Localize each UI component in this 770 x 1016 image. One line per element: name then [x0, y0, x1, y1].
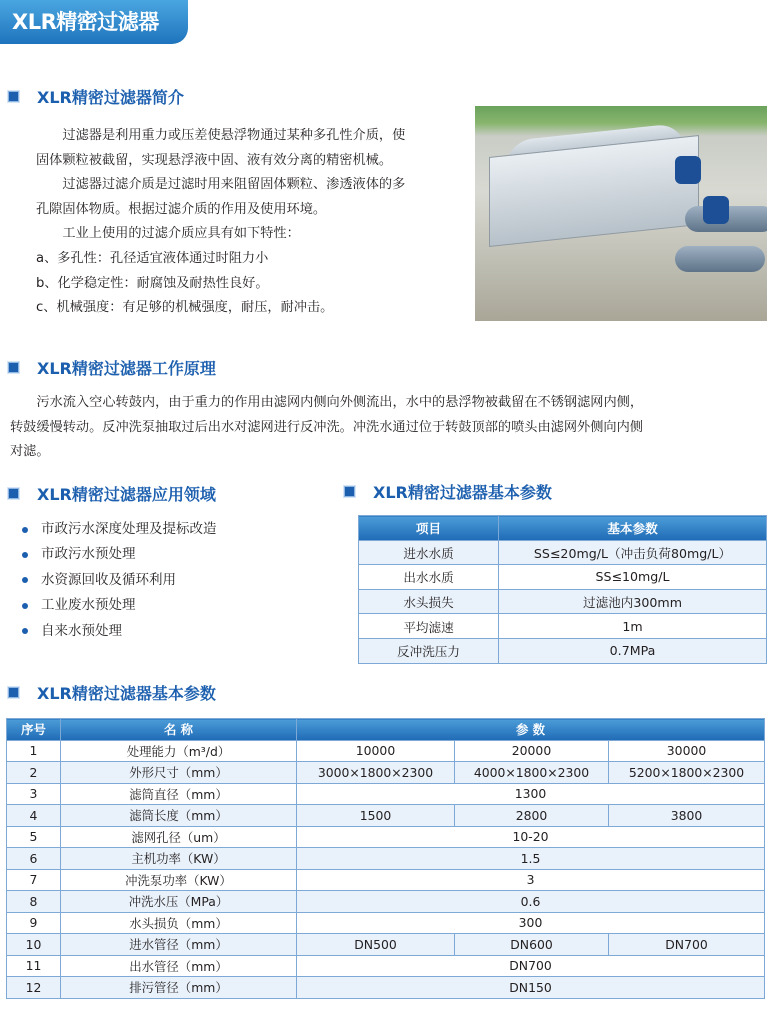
table-cell: 5200×1800×2300: [609, 762, 765, 784]
table-cell: 滤筒长度（mm）: [61, 805, 297, 827]
table-cell: 出水管径（mm）: [61, 955, 297, 977]
list-item: [18, 619, 217, 644]
table-row: [7, 869, 765, 891]
square-bullet-icon: [8, 362, 19, 373]
square-bullet-icon: [8, 488, 19, 499]
applications-heading: [8, 482, 216, 504]
table-row: [7, 977, 765, 999]
table-cell: 3: [297, 869, 765, 891]
table-header-cell: 序号: [7, 719, 61, 741]
table-cell: DN600: [455, 934, 609, 956]
list-item-label: 自来水预处理: [41, 622, 122, 639]
table-cell: 7: [7, 869, 61, 891]
table-cell: 1: [7, 740, 61, 762]
intro-line: a、多孔性：孔径适宜液体通过时阻力小: [36, 250, 269, 266]
table-row: [7, 934, 765, 956]
intro-heading: [8, 85, 184, 107]
table-cell: 3000×1800×2300: [297, 762, 455, 784]
table-cell: 12: [7, 977, 61, 999]
table-cell: 出水水质: [359, 565, 499, 590]
table-cell: DN700: [609, 934, 765, 956]
list-item: [18, 542, 217, 567]
intro-line: 过滤器是利用重力或压差使悬浮物通过某种多孔性介质，使: [62, 128, 406, 143]
table-cell: 水头损失: [359, 589, 499, 614]
table-cell: SS≤20mg/L（冲击负荷80mg/L）: [499, 540, 767, 565]
table-cell: 0.6: [297, 891, 765, 913]
photo-pipe: [675, 246, 765, 272]
table-row: [359, 540, 767, 565]
principle-line: 污水流入空心转鼓内，由于重力的作用由滤网内侧向外侧流出，水中的悬浮物被截留在不锈钢滤网内侧，: [36, 395, 644, 410]
table-header-cell: 名 称: [61, 719, 297, 741]
table-cell: 20000: [455, 740, 609, 762]
table-cell: 滤网孔径（um）: [61, 826, 297, 848]
bullet-dot-icon: [22, 577, 28, 583]
table-cell: 5: [7, 826, 61, 848]
table-cell: 3: [7, 783, 61, 805]
table-row: [359, 589, 767, 614]
table-cell: 进水管径（mm）: [61, 934, 297, 956]
table-cell: 10-20: [297, 826, 765, 848]
table-row: [7, 740, 765, 762]
table-row: [7, 891, 765, 913]
principle-text: [10, 391, 768, 465]
table-cell: 1300: [297, 783, 765, 805]
table-row: [7, 912, 765, 934]
table-row: [7, 826, 765, 848]
table-cell: DN150: [297, 977, 765, 999]
intro-text: [36, 124, 462, 321]
list-item-label: 市政污水预处理: [41, 546, 136, 563]
principle-line: 对滤。: [10, 444, 50, 460]
photo-motor: [675, 156, 701, 184]
page-banner: XLR精密过滤器: [0, 0, 188, 44]
table-row: [359, 614, 767, 639]
table-row: [359, 638, 767, 663]
applications-list: [18, 517, 217, 644]
table-cell: 9: [7, 912, 61, 934]
table-cell: 4: [7, 805, 61, 827]
table-cell: 3800: [609, 805, 765, 827]
table-header-row: [7, 719, 765, 741]
table-cell: DN500: [297, 934, 455, 956]
table-row: [359, 565, 767, 590]
table-cell: 1.5: [297, 848, 765, 870]
table-header-cell: 参 数: [297, 719, 765, 741]
intro-line: 过滤器过滤介质是过滤时用来阻留固体颗粒、渗透液体的多: [62, 177, 406, 193]
table-cell: 排污管径（mm）: [61, 977, 297, 999]
basic-params-heading: [344, 480, 552, 502]
photo-motor: [703, 196, 729, 224]
table-row: [7, 762, 765, 784]
intro-line: 孔隙固体物质。根据过滤介质的作用及使用环境。: [36, 201, 327, 217]
principle-heading-text: XLR精密过滤器工作原理: [37, 358, 216, 378]
table-cell: 滤筒直径（mm）: [61, 783, 297, 805]
square-bullet-icon: [8, 91, 19, 102]
table-cell: 外形尺寸（mm）: [61, 762, 297, 784]
table-cell: 过滤池内300mm: [499, 589, 767, 614]
square-bullet-icon: [8, 687, 19, 698]
table-cell: 30000: [609, 740, 765, 762]
table-cell: 1500: [297, 805, 455, 827]
intro-heading-text: XLR精密过滤器简介: [37, 87, 184, 107]
spec-heading-text: XLR精密过滤器基本参数: [37, 683, 216, 703]
table-cell: 4000×1800×2300: [455, 762, 609, 784]
bullet-dot-icon: [22, 628, 28, 634]
table-cell: 10: [7, 934, 61, 956]
table-cell: 平均滤速: [359, 614, 499, 639]
bullet-dot-icon: [22, 603, 28, 609]
table-header-cell: 基本参数: [499, 516, 767, 541]
table-cell: DN700: [297, 955, 765, 977]
table-row: [7, 783, 765, 805]
table-cell: 10000: [297, 740, 455, 762]
intro-line: b、化学稳定性：耐腐蚀及耐热性良好。: [36, 275, 269, 291]
principle-heading: [8, 356, 216, 378]
table-cell: 8: [7, 891, 61, 913]
table-header-cell: 项目: [359, 516, 499, 541]
spec-heading: [8, 681, 216, 703]
table-cell: 11: [7, 955, 61, 977]
table-row: [7, 848, 765, 870]
list-item: [18, 568, 217, 593]
table-cell: 冲洗泵功率（KW）: [61, 869, 297, 891]
applications-heading-text: XLR精密过滤器应用领域: [37, 484, 216, 504]
product-photo: [475, 106, 767, 321]
table-cell: 1m: [499, 614, 767, 639]
table-cell: 300: [297, 912, 765, 934]
list-item: [18, 517, 217, 542]
principle-line: 转鼓缓慢转动。反冲洗泵抽取过后出水对滤网进行反冲洗。冲洗水通过位于转鼓顶部的喷头由滤网外侧向内侧: [10, 419, 643, 435]
spec-table: [6, 718, 765, 999]
table-cell: 冲洗水压（MPa）: [61, 891, 297, 913]
basic-params-heading-text: XLR精密过滤器基本参数: [373, 482, 552, 502]
intro-line: 工业上使用的过滤介质应具有如下特性：: [62, 226, 300, 242]
table-row: [7, 805, 765, 827]
table-cell: 反冲洗压力: [359, 638, 499, 663]
basic-params-table: [358, 515, 767, 664]
intro-line: c、机械强度：有足够的机械强度，耐压，耐冲击。: [36, 300, 334, 316]
table-header-row: [359, 516, 767, 541]
bullet-dot-icon: [22, 527, 28, 533]
table-cell: 处理能力（m³/d）: [61, 740, 297, 762]
table-cell: 2: [7, 762, 61, 784]
table-cell: 2800: [455, 805, 609, 827]
table-cell: 0.7MPa: [499, 638, 767, 663]
list-item: [18, 593, 217, 618]
list-item-label: 工业废水预处理: [41, 597, 136, 614]
bullet-dot-icon: [22, 552, 28, 558]
table-cell: 主机功率（KW）: [61, 848, 297, 870]
table-row: [7, 955, 765, 977]
table-cell: SS≤10mg/L: [499, 565, 767, 590]
table-cell: 进水水质: [359, 540, 499, 565]
list-item-label: 水资源回收及循环利用: [41, 571, 176, 588]
square-bullet-icon: [344, 486, 355, 497]
list-item-label: 市政污水深度处理及提标改造: [41, 521, 217, 537]
table-cell: 6: [7, 848, 61, 870]
table-cell: 水头损负（mm）: [61, 912, 297, 934]
intro-line: 固体颗粒被截留，实现悬浮液中固、液有效分离的精密机械。: [36, 152, 393, 168]
